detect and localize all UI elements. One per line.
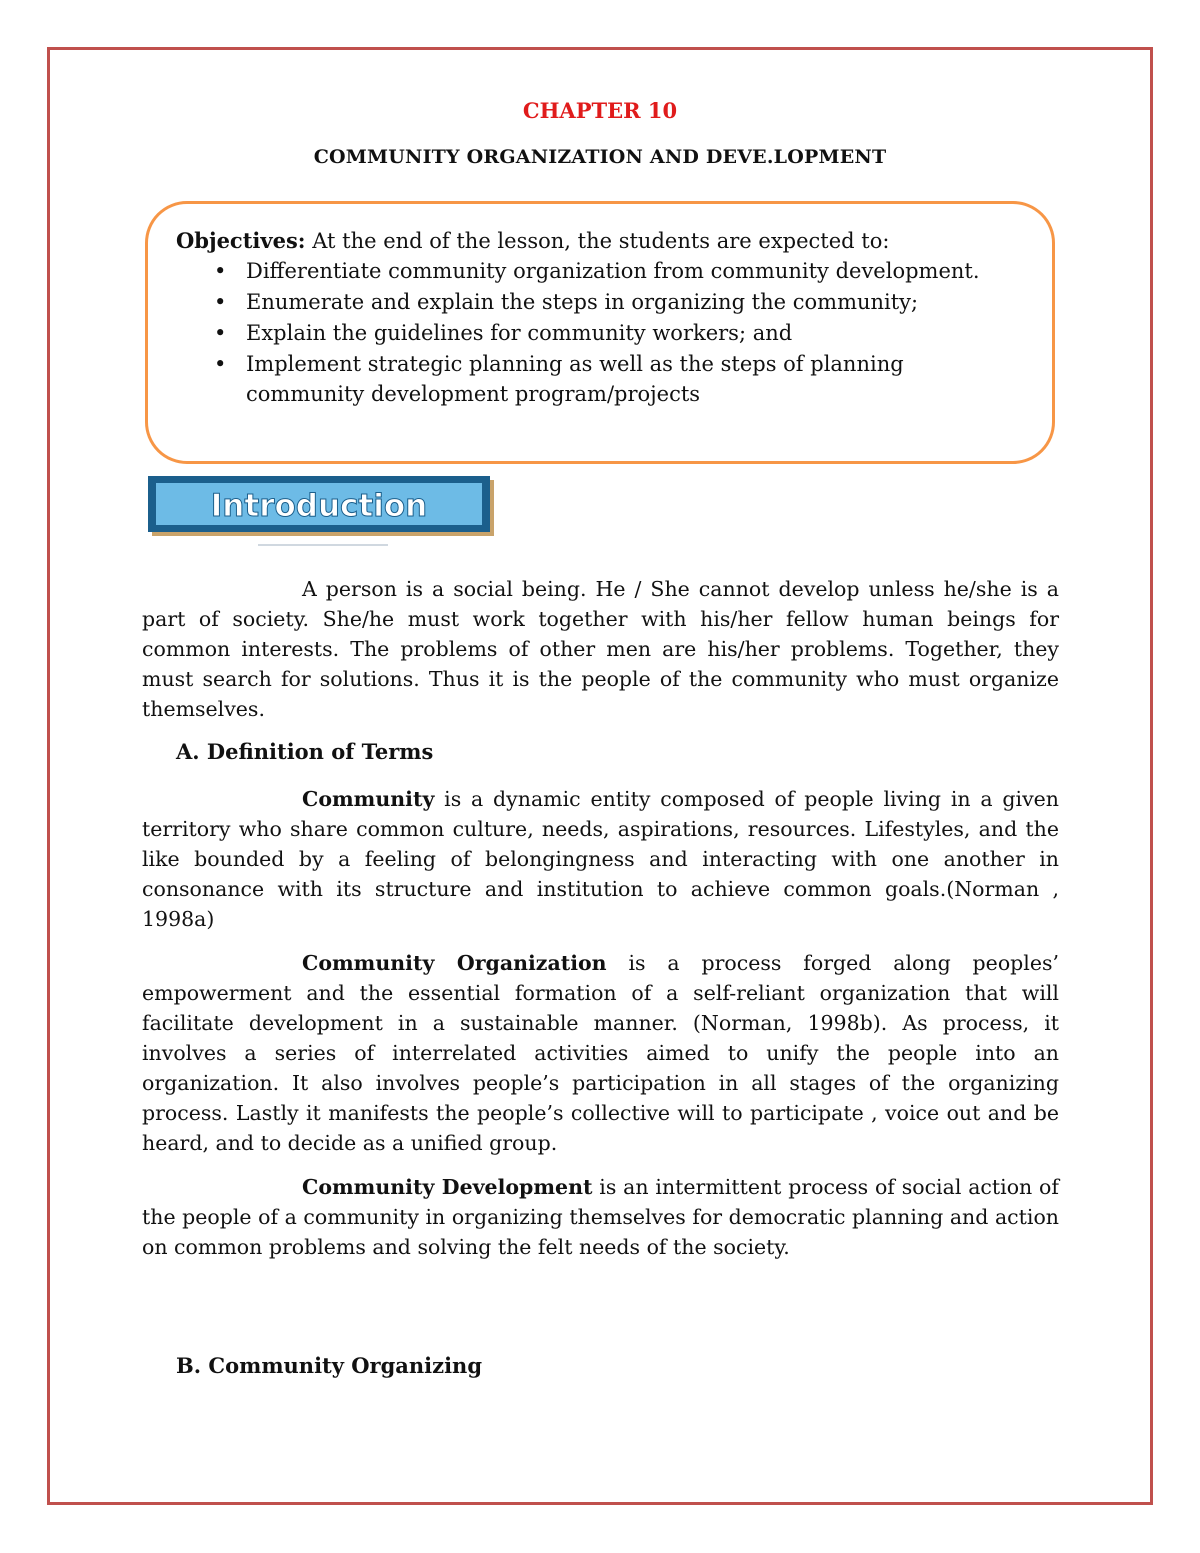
bullet-icon: • [214, 321, 227, 345]
objective-text: Enumerate and explain the steps in organizing the community; [246, 290, 919, 314]
section-b-heading: B. Community Organizing [176, 1353, 483, 1378]
term-community: Community [302, 787, 435, 811]
definition-community-organization [142, 948, 1059, 1158]
objectives-label: Objectives: [176, 228, 306, 253]
term-community-development: Community Development [302, 1175, 593, 1199]
section-a-heading: A. Definition of Terms [176, 739, 434, 764]
list-item [176, 349, 1016, 409]
list-item [176, 256, 1016, 286]
objectives-list [176, 256, 1016, 409]
introduction-banner [148, 474, 494, 552]
list-item [176, 287, 1016, 317]
objectives-content [176, 226, 1016, 410]
definition-community-development [142, 1172, 1059, 1262]
bullet-icon: • [214, 259, 227, 283]
definition-text: is an intermittent process of social action of the people of a community in organizing themselves for democratic planning and action on common problems and solving the felt needs of the society. [142, 1175, 1059, 1259]
objectives-intro [176, 226, 1016, 256]
definition-text: is a process forged along peoples’ empowerment and the essential formation of a self-reliant organization that will facilitate development in a sustainable manner. (Norman, 1998b). As process, it involves a series of interrelated activities aimed to unify the people into an organization. It also involves people’s participation in all stages of the organizing process. Lastly it manifests the people’s collective will to participate , voice out and be heard, and to decide as a unified group. [142, 951, 1060, 1155]
term-community-organization: Community Organization [302, 951, 607, 975]
intro-paragraph [142, 574, 1059, 724]
bullet-icon: • [214, 290, 227, 314]
list-item [176, 318, 1016, 348]
objective-text: Differentiate community organization from community development. [246, 259, 980, 283]
chapter-label: CHAPTER 10 [522, 98, 678, 123]
objective-text: Explain the guidelines for community workers; and [246, 321, 793, 345]
intro-text: A person is a social being. He / She cannot develop unless he/she is a part of society. She/he must work together with his/her fellow human beings for common interests. The problems of other men are his/her problems. Together, they must search for solutions. Thus it is the people of the community who must organize themselves. [142, 577, 1059, 721]
banner-caption-line [258, 544, 388, 546]
definition-community [142, 784, 1059, 934]
objective-text: Implement strategic planning as well as the steps of planning community development program/projects [246, 352, 904, 406]
bullet-icon: • [214, 352, 227, 376]
banner-text: Introduction [210, 488, 428, 524]
objectives-intro-text: At the end of the lesson, the students are expected to: [305, 229, 890, 253]
page-title: COMMUNITY ORGANIZATION AND DEVE.LOPMENT [313, 146, 887, 168]
definition-text: is a dynamic entity composed of people living in a given territory who share common culture, needs, aspirations, resources. Lifestyles, and the like bounded by a feeling of belongingness and interacting with one another in consonance with its structure and institution to achieve common goals.(Norman , 1998a) [142, 787, 1059, 931]
